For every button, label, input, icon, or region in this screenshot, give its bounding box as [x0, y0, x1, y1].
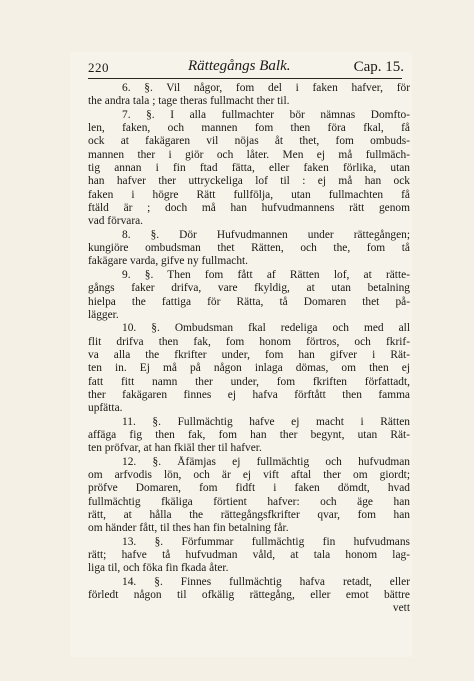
- text-line: 12. §. Åfämjas ej fullmächtig och hufvudman: [122, 455, 410, 468]
- page-number: 220: [88, 60, 109, 75]
- text-line: ther fakägaren finnes ej hafva förftått then famma: [88, 388, 410, 401]
- text-line: upfätta.: [88, 402, 123, 415]
- text-line: tig annan i fin ftad fätta, eller faken förlika, utan: [88, 162, 410, 175]
- text-line: va alla the fkrifter under, fom han gifver i Rät-: [88, 348, 410, 361]
- page-text: [88, 82, 410, 616]
- running-title: Rättegångs Balk.: [188, 58, 291, 74]
- text-line: rätt; hafve tå hufvudman våld, at tala honom lag-: [88, 549, 410, 562]
- text-line: ock at fakägaren vil nöjas åt thet, fom ombuds-: [88, 135, 410, 148]
- text-line: 14. §. Finnes fullmächtig hafva retadt, eller: [122, 575, 410, 588]
- chapter-label: Cap. 15.: [353, 59, 404, 75]
- text-line: om arfvodis lön, och är ej vift aftal ther om giordt;: [88, 468, 410, 481]
- text-line: gångs faker drifva, vare fkyldig, at utan betalning: [88, 282, 410, 295]
- text-line: fatt fitt namn ther under, fom fkriften författadt,: [88, 375, 410, 388]
- text-line: mannen ther i giör och låter. Men ej må fullmäch-: [88, 148, 410, 161]
- text-line: vett: [392, 602, 410, 615]
- text-line: 6. §. Vil någor, fom del i faken hafver, för: [122, 82, 410, 94]
- text-line: rätt, at hålla the rättegångsfkrifter qvar, fom han: [88, 509, 410, 521]
- text-line: fullmächtig fkäliga förtient hafver: och äge han: [88, 495, 410, 508]
- text-line: 11. §. Fullmächtig hafve ej macht i Rätten: [122, 415, 410, 428]
- header-rule: [88, 78, 402, 79]
- text-line: len, faken, och mannen fom then föra fkal, få: [88, 122, 410, 135]
- text-line: 13. §. Förfummar fullmächtig fin hufvudmans: [122, 535, 410, 548]
- text-line: han hafver ther uttryckeliga lof til : ej må han ock: [88, 175, 410, 188]
- text-line: 8. §. Dör Hufvudmannen under rättegången;: [122, 228, 410, 241]
- text-line: om händer fått, til thes han fin betalning får.: [88, 522, 289, 535]
- text-line: affäga fig then fak, fom han ther begynt, utan Rät-: [88, 428, 410, 441]
- text-line: ftäld är ; doch må han hufvudmannens rätt genom: [88, 202, 410, 215]
- text-line: liga til, och föka fin fkada åter.: [88, 562, 229, 575]
- text-line: 9. §. Then fom fått af Rätten lof, at rätte-: [122, 268, 410, 281]
- text-line: lägger.: [88, 308, 119, 321]
- text-line: kungiöre ombudsman thet Rätten, och the, fom tå: [88, 242, 410, 255]
- text-line: ten in. Ej må på någon inlaga dömas, om then ej: [88, 362, 410, 375]
- text-line: fakägare varda, gifve ny fullmacht.: [88, 255, 249, 268]
- text-line: the andra tala ; tage theras fullmacht ther til.: [88, 95, 290, 108]
- text-line: flit drifva then fak, fom honom förtros, och fkrif-: [88, 335, 410, 348]
- text-line: förledt någon til ofkälig rättegång, eller emot bättre: [88, 589, 410, 602]
- text-line: faken i högre Rätt fullfölja, utan fullmachten få: [88, 188, 410, 201]
- text-line: ten pröfvar, at han fkiäl ther til hafver.: [88, 442, 262, 455]
- text-line: 10. §. Ombudsman fkal redeliga och med all: [122, 322, 410, 335]
- text-line: 7. §. I alla fullmachter bör nämnas Domfto-: [122, 108, 410, 121]
- text-line: pröfve Domaren, fom fidft i faken dömdt, hvad: [88, 482, 410, 495]
- text-line: hielpa the fattiga för Rätta, tå Domaren thet på-: [88, 295, 410, 308]
- running-header: [88, 57, 410, 77]
- text-line: vad förvara.: [88, 215, 144, 228]
